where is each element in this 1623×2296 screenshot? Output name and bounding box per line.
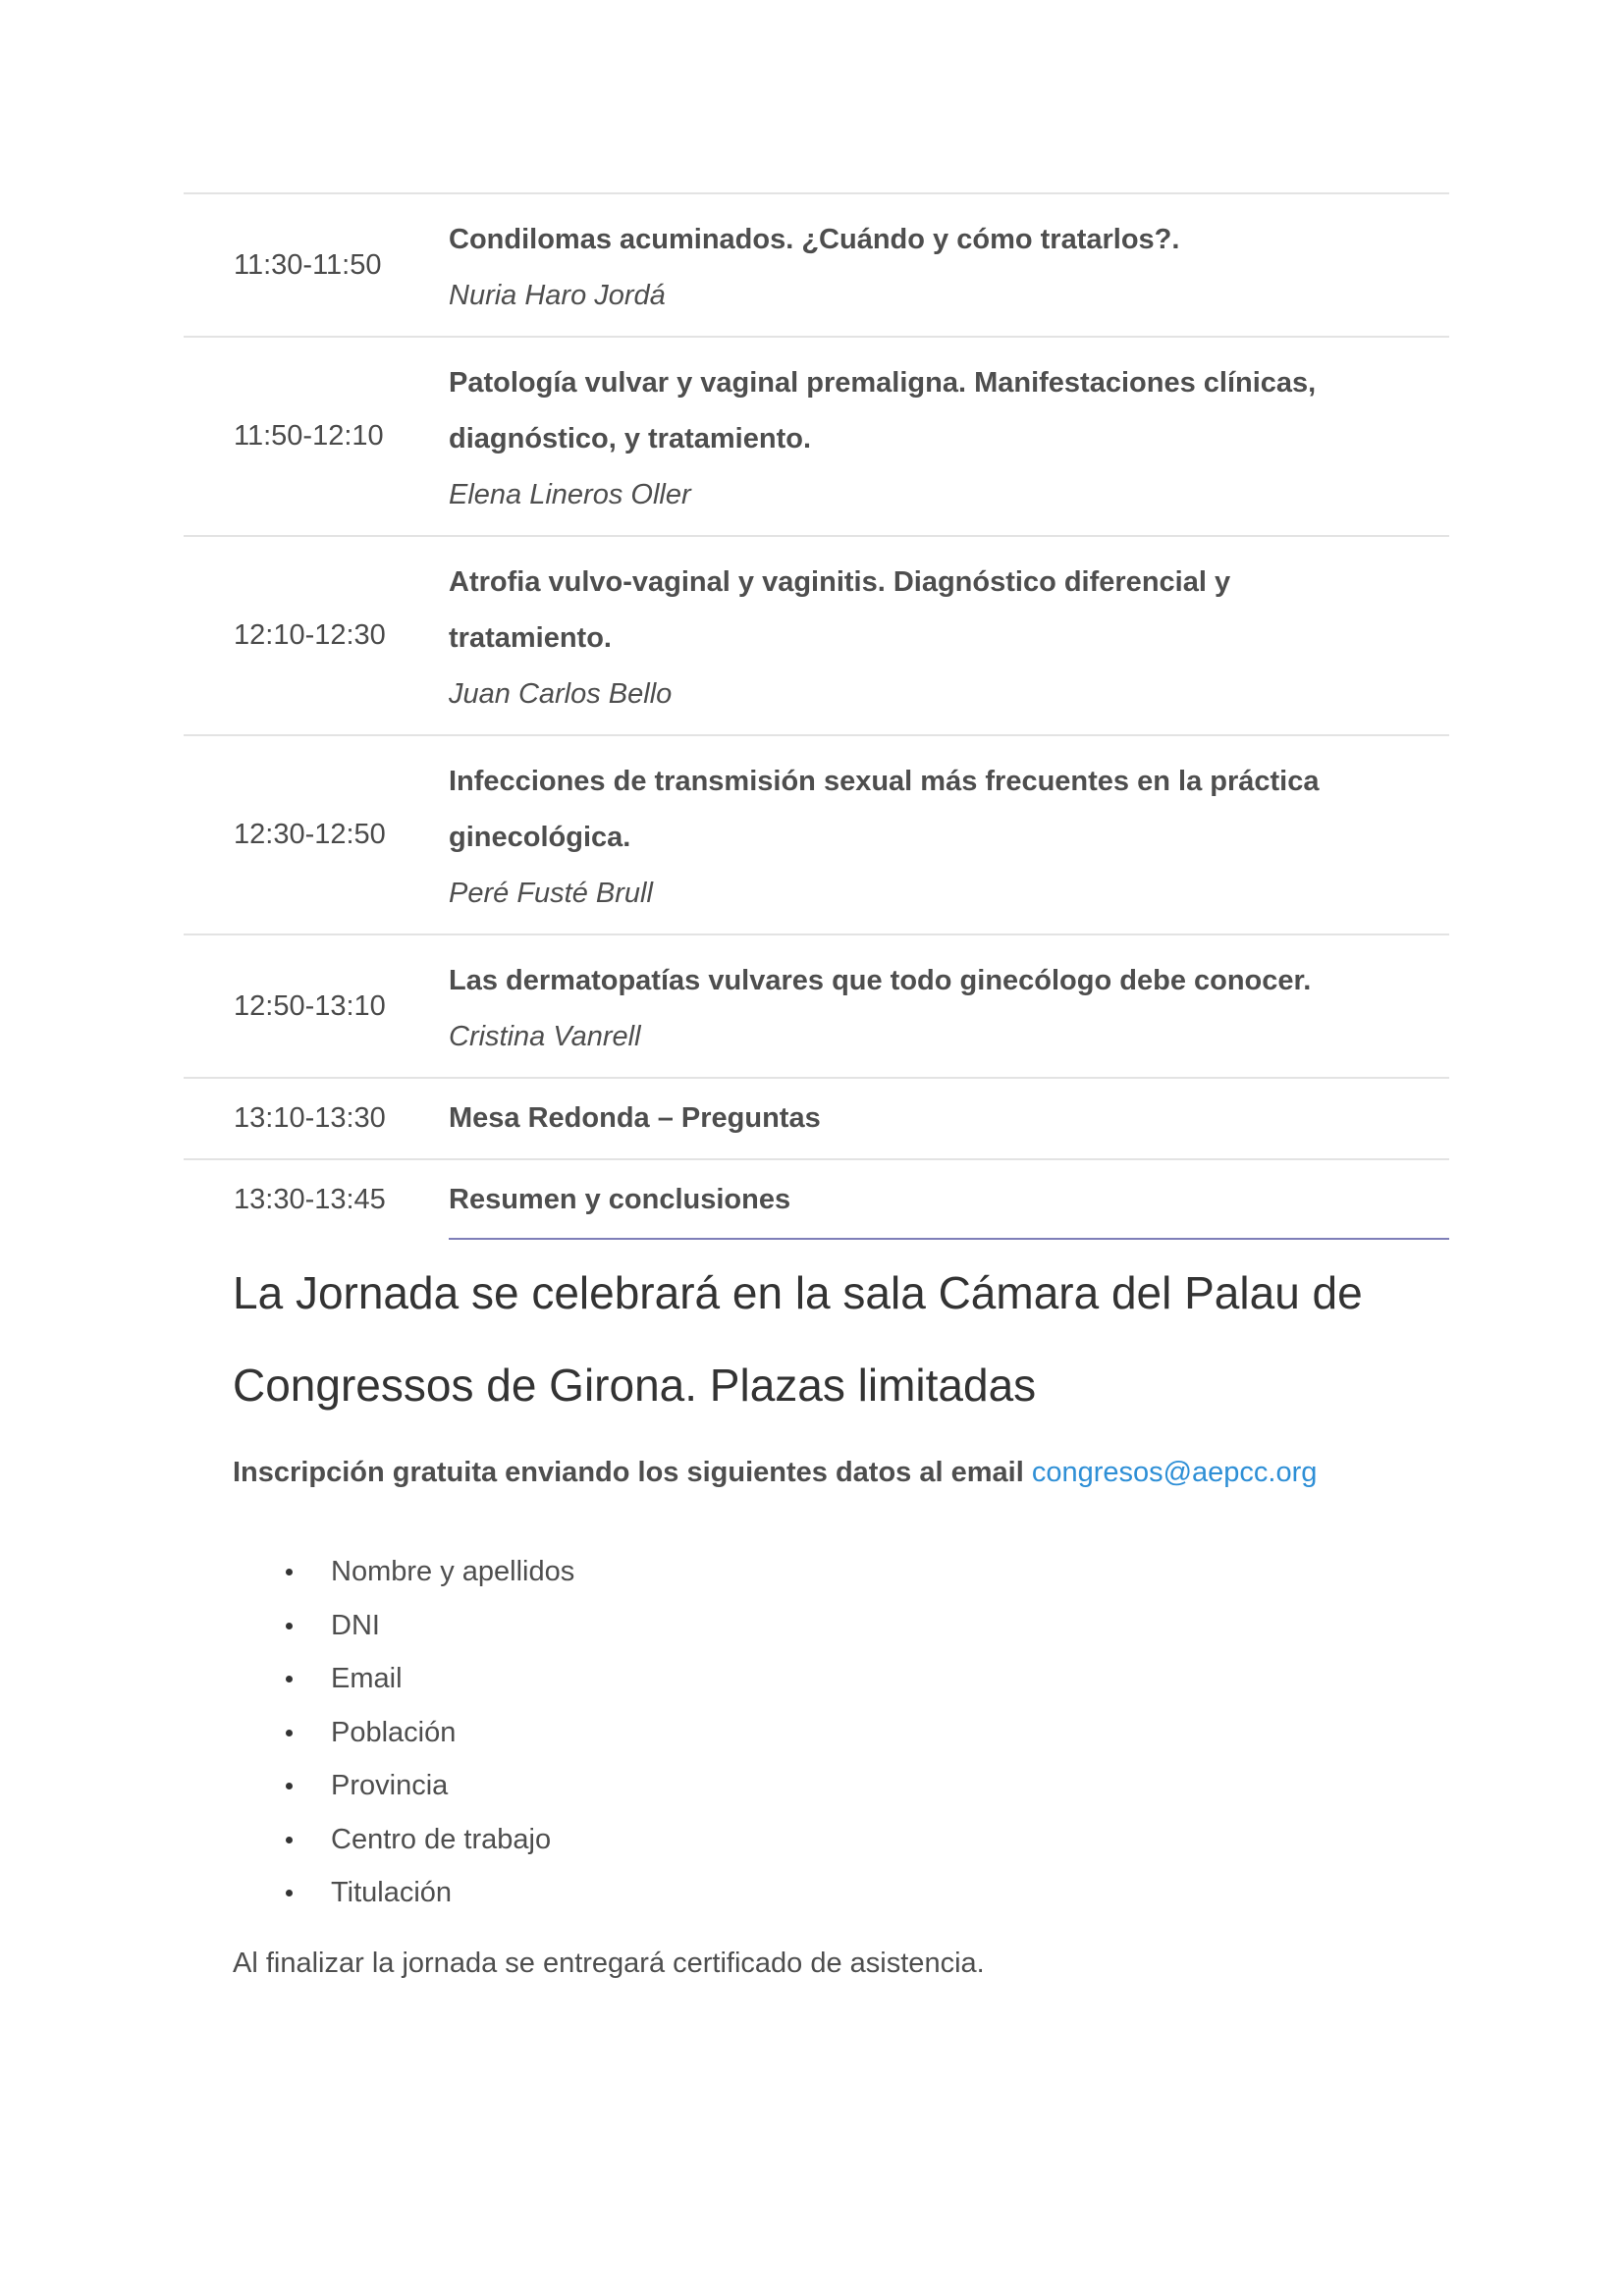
bullet-icon [286,1623,293,1629]
bullet-icon [286,1730,293,1736]
bullet-icon [286,1837,293,1843]
list-item [233,1759,574,1813]
list-item [233,1599,574,1653]
session-content [449,935,1449,1077]
venue-heading [233,1247,1440,1431]
bullet-icon [286,1676,293,1682]
session-title: Patología vulvar y vaginal premaligna. Manifestaciones clínicas, [449,367,1317,399]
field-label: Email [331,1663,403,1694]
session-content [449,736,1449,934]
session-speaker: Cristina Vanrell [449,1021,641,1052]
venue-line: Congressos de Girona. Plazas limitadas [233,1360,1037,1411]
list-item [233,1813,574,1867]
required-fields-list [233,1545,574,1920]
venue-line: La Jornada se celebrará en la sala Cámara del Palau de [233,1267,1363,1318]
bullet-icon [286,1890,293,1896]
field-label: DNI [331,1609,380,1641]
session-time: 12:30-12:50 [234,819,386,850]
schedule-table [184,192,1449,1240]
list-item [233,1545,574,1599]
session-time: 11:50-12:10 [234,420,384,452]
session-title: tratamiento. [449,622,612,654]
schedule-row [184,736,1449,935]
session-content [449,537,1449,734]
session-speaker: Juan Carlos Bello [449,678,673,710]
schedule-row [184,1079,1449,1160]
field-label: Titulación [331,1877,453,1908]
session-speaker: Peré Fusté Brull [449,878,653,909]
session-title: Atrofia vulvo-vaginal y vaginitis. Diagnóstico diferencial y [449,566,1231,598]
session-time: 12:50-13:10 [234,989,386,1022]
schedule-row [184,1160,1449,1240]
certificate-note: Al finalizar la jornada se entregará certificado de asistencia. [233,1948,985,1979]
session-content [449,194,1449,336]
list-item [233,1706,574,1760]
session-content [449,338,1449,535]
field-label: Población [331,1716,457,1748]
registration-text: Inscripción gratuita enviando los siguientes datos al email [233,1457,1032,1488]
session-speaker: Nuria Haro Jordá [449,280,666,311]
schedule-row [184,935,1449,1079]
session-content [449,1079,1449,1158]
field-label: Provincia [331,1770,449,1801]
list-item [233,1652,574,1706]
email-link[interactable]: congresos@aepcc.org [1031,1457,1318,1488]
session-title: Condilomas acuminados. ¿Cuándo y cómo tratarlos?. [449,224,1180,255]
session-title: ginecológica. [449,822,631,853]
session-time: 13:10-13:30 [234,1102,386,1134]
bullet-icon [286,1569,293,1575]
session-speaker: Elena Lineros Oller [449,479,691,510]
field-label: Centro de trabajo [331,1823,552,1855]
schedule-row [184,194,1449,338]
field-label: Nombre y apellidos [331,1556,575,1587]
session-title: Infecciones de transmisión sexual más frecuentes en la práctica [449,766,1320,797]
registration-paragraph [233,1457,1317,1489]
schedule-row [184,537,1449,736]
session-time: 11:30-11:50 [234,248,382,281]
session-content [449,1160,1449,1240]
session-time: 12:10-12:30 [234,619,386,651]
session-title: diagnóstico, y tratamiento. [449,423,811,454]
schedule-row [184,338,1449,537]
session-title: Resumen y conclusiones [449,1184,791,1215]
bullet-icon [286,1783,293,1789]
session-title: Mesa Redonda – Preguntas [449,1102,821,1134]
session-title: Las dermatopatías vulvares que todo ginecólogo debe conocer. [449,965,1312,996]
list-item [233,1866,574,1920]
session-time: 13:30-13:45 [234,1184,386,1215]
